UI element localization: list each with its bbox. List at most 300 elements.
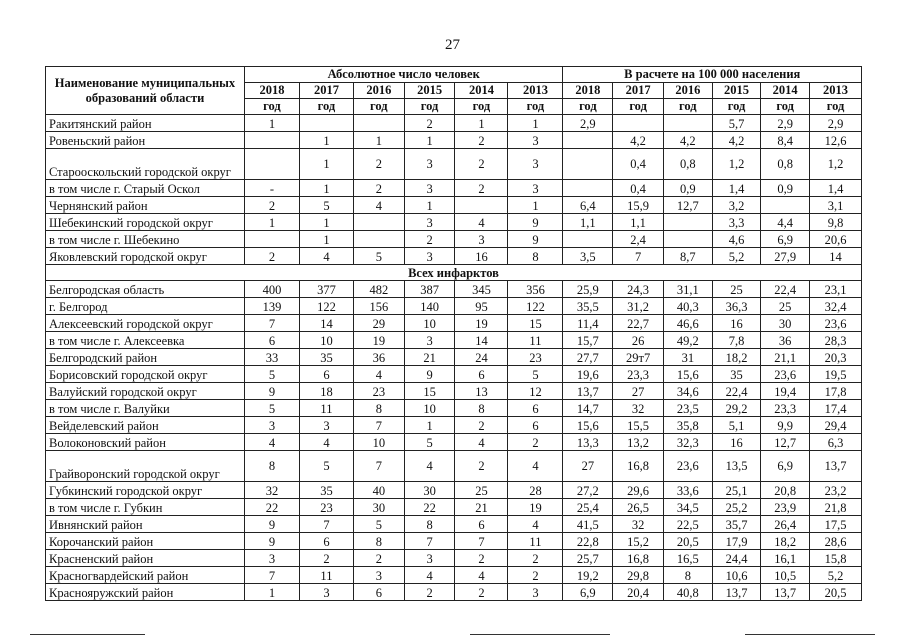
- row-value: 23,5: [664, 400, 713, 417]
- table-row: [46, 482, 862, 499]
- section-title: Всех инфарктов: [46, 265, 862, 281]
- table-row: [46, 584, 862, 601]
- row-name: Грайворонский городской округ: [46, 451, 245, 482]
- row-value: 139: [244, 298, 299, 315]
- row-value: 2: [508, 434, 563, 451]
- row-value: 22,4: [712, 383, 761, 400]
- row-value: 15,5: [613, 417, 664, 434]
- table-row: [46, 516, 862, 533]
- row-value: 15,6: [664, 366, 713, 383]
- row-value: 3: [299, 584, 353, 601]
- year-unit-rate-2018: год: [563, 99, 613, 115]
- row-name: Валуйский городской округ: [46, 383, 245, 400]
- row-value: 10: [404, 315, 455, 332]
- row-value: 11: [508, 533, 563, 550]
- row-value: 41,5: [563, 516, 613, 533]
- year-header-abs-2018: 2018: [244, 83, 299, 99]
- row-value: 1: [299, 180, 353, 197]
- row-value: 4,2: [613, 132, 664, 149]
- row-value: 140: [404, 298, 455, 315]
- row-value: 2: [455, 584, 508, 601]
- row-value: 6: [508, 400, 563, 417]
- row-value: 17,9: [712, 533, 761, 550]
- row-value: 35,5: [563, 298, 613, 315]
- row-value: 9: [244, 516, 299, 533]
- row-value: 122: [299, 298, 353, 315]
- row-value: 2: [404, 584, 455, 601]
- row-value: 3: [404, 332, 455, 349]
- row-value: 6: [455, 366, 508, 383]
- row-value: 1: [353, 132, 404, 149]
- row-value: 23,6: [810, 315, 862, 332]
- row-value: 15,7: [563, 332, 613, 349]
- row-value: 3: [508, 584, 563, 601]
- row-value: 30: [761, 315, 810, 332]
- row-value: 24,3: [613, 281, 664, 298]
- row-value: 8: [664, 567, 713, 584]
- row-value: 2: [455, 550, 508, 567]
- row-value: 25,2: [712, 499, 761, 516]
- row-value: 16: [712, 434, 761, 451]
- row-value: 2: [299, 550, 353, 567]
- row-value: 5: [299, 197, 353, 214]
- row-value: 8: [353, 533, 404, 550]
- row-value: 25: [761, 298, 810, 315]
- row-value: 25,4: [563, 499, 613, 516]
- year-unit-rate-2016: год: [664, 99, 713, 115]
- row-value: 1: [244, 214, 299, 231]
- row-value: 20,5: [810, 584, 862, 601]
- year-unit-abs-2016: год: [353, 99, 404, 115]
- row-value: 4: [353, 366, 404, 383]
- row-value: 32,4: [810, 298, 862, 315]
- table-row: [46, 349, 862, 366]
- name-column-header: Наименование муниципальных образований области: [46, 67, 245, 115]
- row-value: 25,1: [712, 482, 761, 499]
- row-value: 387: [404, 281, 455, 298]
- row-value: 17,8: [810, 383, 862, 400]
- row-value: 3: [244, 550, 299, 567]
- row-value: 5: [244, 366, 299, 383]
- row-value: 27: [563, 451, 613, 482]
- row-value: 1,4: [712, 180, 761, 197]
- row-value: 35: [299, 349, 353, 366]
- row-value: 32,3: [664, 434, 713, 451]
- row-value: 26: [613, 332, 664, 349]
- row-value: 27,7: [563, 349, 613, 366]
- row-value: 31: [664, 349, 713, 366]
- year-header-rate-2013: 2013: [810, 83, 862, 99]
- row-value: 9: [404, 366, 455, 383]
- row-value: 0,4: [613, 149, 664, 180]
- row-value: 23: [353, 383, 404, 400]
- row-value: 12,7: [664, 197, 713, 214]
- row-value: 20,3: [810, 349, 862, 366]
- row-value: 10: [353, 434, 404, 451]
- table-row: [46, 499, 862, 516]
- row-value: 3: [404, 214, 455, 231]
- row-value: 30: [404, 482, 455, 499]
- table-row: [46, 214, 862, 231]
- row-value: 2: [244, 197, 299, 214]
- row-value: 2: [455, 451, 508, 482]
- table-row: [46, 115, 862, 132]
- row-value: 23,2: [810, 482, 862, 499]
- row-value: 21: [455, 499, 508, 516]
- row-value: 4: [455, 434, 508, 451]
- row-value: 22,4: [761, 281, 810, 298]
- row-value: 22,7: [613, 315, 664, 332]
- row-value: 31,1: [664, 281, 713, 298]
- row-value: 2: [353, 550, 404, 567]
- row-value: [563, 231, 613, 248]
- row-value: 16,8: [613, 451, 664, 482]
- footer-rule-center: [470, 634, 610, 635]
- rate-group-header: В расчете на 100 000 населения: [563, 67, 862, 83]
- footer-rule-right: [745, 634, 875, 635]
- year-unit-abs-2018: год: [244, 99, 299, 115]
- row-value: 15,2: [613, 533, 664, 550]
- row-value: 6: [353, 584, 404, 601]
- row-value: 18,2: [761, 533, 810, 550]
- year-header-rate-2016: 2016: [664, 83, 713, 99]
- row-value: [563, 132, 613, 149]
- year-header-abs-2015: 2015: [404, 83, 455, 99]
- row-value: 1,4: [810, 180, 862, 197]
- table-row: [46, 383, 862, 400]
- row-value: 29,4: [810, 417, 862, 434]
- row-value: 35: [299, 482, 353, 499]
- row-value: 3: [508, 132, 563, 149]
- row-value: 1: [508, 197, 563, 214]
- row-value: 19: [455, 315, 508, 332]
- row-value: 2: [353, 180, 404, 197]
- row-value: 0,9: [664, 180, 713, 197]
- row-value: 6: [508, 417, 563, 434]
- year-unit-abs-2013: год: [508, 99, 563, 115]
- row-value: 0,4: [613, 180, 664, 197]
- row-value: 4: [299, 248, 353, 265]
- row-name: в том числе г. Губкин: [46, 499, 245, 516]
- row-value: 9: [508, 214, 563, 231]
- table-row: [46, 567, 862, 584]
- row-value: 25: [712, 281, 761, 298]
- row-value: 36: [761, 332, 810, 349]
- row-value: 2: [508, 567, 563, 584]
- row-value: 1: [455, 115, 508, 132]
- row-value: 4: [455, 214, 508, 231]
- row-value: 7: [455, 533, 508, 550]
- row-value: 33: [244, 349, 299, 366]
- row-value: 3: [508, 180, 563, 197]
- row-value: 9,9: [761, 417, 810, 434]
- table-row: [46, 281, 862, 298]
- year-header-abs-2014: 2014: [455, 83, 508, 99]
- row-value: 345: [455, 281, 508, 298]
- row-name: Губкинский городской округ: [46, 482, 245, 499]
- row-value: 2: [455, 180, 508, 197]
- row-value: 8: [404, 516, 455, 533]
- row-value: 23,1: [810, 281, 862, 298]
- row-value: 5,7: [712, 115, 761, 132]
- row-value: 0,9: [761, 180, 810, 197]
- row-name: Белгородский район: [46, 349, 245, 366]
- row-value: 4: [244, 434, 299, 451]
- row-value: 19,2: [563, 567, 613, 584]
- row-name: г. Белгород: [46, 298, 245, 315]
- row-value: 8,7: [664, 248, 713, 265]
- row-value: 9: [508, 231, 563, 248]
- row-value: 3: [455, 231, 508, 248]
- row-value: 28,3: [810, 332, 862, 349]
- row-value: 14: [455, 332, 508, 349]
- table-row: [46, 231, 862, 248]
- row-value: 10,6: [712, 567, 761, 584]
- row-value: 8,4: [761, 132, 810, 149]
- row-value: 20,4: [613, 584, 664, 601]
- row-value: 18,2: [712, 349, 761, 366]
- row-value: 20,6: [810, 231, 862, 248]
- row-value: 11,4: [563, 315, 613, 332]
- table-row: [46, 533, 862, 550]
- row-name: Старооскольский городской округ: [46, 149, 245, 180]
- row-value: 3,2: [712, 197, 761, 214]
- row-value: 23,3: [761, 400, 810, 417]
- year-unit-rate-2015: год: [712, 99, 761, 115]
- row-value: 4,2: [712, 132, 761, 149]
- year-unit-rate-2013: год: [810, 99, 862, 115]
- table-row: [46, 180, 862, 197]
- row-value: 4: [404, 451, 455, 482]
- row-value: 0,8: [664, 149, 713, 180]
- row-value: 21,8: [810, 499, 862, 516]
- row-value: 6: [299, 533, 353, 550]
- row-value: 33,6: [664, 482, 713, 499]
- row-value: 1,1: [613, 214, 664, 231]
- row-value: 14: [299, 315, 353, 332]
- row-value: 4: [508, 516, 563, 533]
- table-row: [46, 451, 862, 482]
- row-value: 10,5: [761, 567, 810, 584]
- row-value: 5,2: [712, 248, 761, 265]
- row-value: 1: [299, 214, 353, 231]
- row-value: 12: [508, 383, 563, 400]
- row-value: 2: [455, 417, 508, 434]
- row-value: 377: [299, 281, 353, 298]
- table-header: [46, 67, 862, 115]
- row-value: 13,7: [712, 584, 761, 601]
- row-value: [664, 231, 713, 248]
- row-value: 13,3: [563, 434, 613, 451]
- row-value: 6: [455, 516, 508, 533]
- row-value: 4,4: [761, 214, 810, 231]
- row-value: 1: [299, 149, 353, 180]
- row-value: [761, 197, 810, 214]
- row-name: Краснояружский район: [46, 584, 245, 601]
- row-name: в том числе г. Шебекино: [46, 231, 245, 248]
- row-name: Борисовский городской округ: [46, 366, 245, 383]
- row-name: Яковлевский городской округ: [46, 248, 245, 265]
- row-value: 3: [404, 550, 455, 567]
- row-value: 10: [404, 400, 455, 417]
- row-value: 2,9: [810, 115, 862, 132]
- row-value: 3,5: [563, 248, 613, 265]
- row-value: 4: [353, 197, 404, 214]
- row-value: 0,8: [761, 149, 810, 180]
- row-value: 24,4: [712, 550, 761, 567]
- row-value: 15: [404, 383, 455, 400]
- row-name: Ровеньский район: [46, 132, 245, 149]
- row-value: 5: [353, 248, 404, 265]
- row-value: 6,9: [563, 584, 613, 601]
- row-value: 6,3: [810, 434, 862, 451]
- row-value: 3: [404, 180, 455, 197]
- row-value: 3: [353, 567, 404, 584]
- row-value: 3: [404, 248, 455, 265]
- row-value: 2: [244, 248, 299, 265]
- row-value: 5: [353, 516, 404, 533]
- row-value: 32: [244, 482, 299, 499]
- row-name: в том числе г. Алексеевка: [46, 332, 245, 349]
- row-value: 9: [244, 533, 299, 550]
- row-value: [455, 197, 508, 214]
- row-value: 29: [353, 315, 404, 332]
- row-name: в том числе г. Валуйки: [46, 400, 245, 417]
- row-value: 17,5: [810, 516, 862, 533]
- row-value: -: [244, 180, 299, 197]
- row-value: 27,2: [563, 482, 613, 499]
- row-value: 2,9: [761, 115, 810, 132]
- row-value: 49,2: [664, 332, 713, 349]
- row-value: 11: [299, 400, 353, 417]
- row-value: 4: [508, 451, 563, 482]
- row-value: 3: [508, 149, 563, 180]
- row-value: 2: [455, 132, 508, 149]
- row-value: 6: [244, 332, 299, 349]
- row-value: 34,6: [664, 383, 713, 400]
- table-row: [46, 248, 862, 265]
- row-value: 35: [712, 366, 761, 383]
- row-value: 7: [353, 451, 404, 482]
- row-name: Алексеевский городской округ: [46, 315, 245, 332]
- row-value: 1,2: [712, 149, 761, 180]
- row-name: Ракитянский район: [46, 115, 245, 132]
- year-unit-rate-2017: год: [613, 99, 664, 115]
- row-value: 8: [508, 248, 563, 265]
- row-value: 8: [455, 400, 508, 417]
- row-name: Ивнянский район: [46, 516, 245, 533]
- table-body-bottom: [46, 281, 862, 601]
- year-header-abs-2013: 2013: [508, 83, 563, 99]
- row-value: 1: [508, 115, 563, 132]
- table-row: [46, 332, 862, 349]
- page-number: 27: [445, 37, 460, 53]
- row-value: 29,2: [712, 400, 761, 417]
- table-row: [46, 366, 862, 383]
- row-value: 5: [299, 451, 353, 482]
- row-value: 1,1: [563, 214, 613, 231]
- row-value: 13,2: [613, 434, 664, 451]
- row-value: 32: [613, 516, 664, 533]
- table-row: [46, 400, 862, 417]
- row-value: 24: [455, 349, 508, 366]
- table-row: [46, 315, 862, 332]
- row-value: 156: [353, 298, 404, 315]
- row-value: 2: [353, 149, 404, 180]
- row-value: 15: [508, 315, 563, 332]
- row-value: 29,8: [613, 567, 664, 584]
- row-value: 7,8: [712, 332, 761, 349]
- row-value: 23: [508, 349, 563, 366]
- row-name: Белгородская область: [46, 281, 245, 298]
- row-value: 1: [404, 417, 455, 434]
- row-value: 36,3: [712, 298, 761, 315]
- row-value: 3,1: [810, 197, 862, 214]
- absolute-group-header: Абсолютное число человек: [244, 67, 563, 83]
- row-value: 18: [299, 383, 353, 400]
- row-value: 17,4: [810, 400, 862, 417]
- year-header-abs-2016: 2016: [353, 83, 404, 99]
- row-value: 20,5: [664, 533, 713, 550]
- row-value: 6: [299, 366, 353, 383]
- row-name: в том числе г. Старый Оскол: [46, 180, 245, 197]
- row-value: 7: [404, 533, 455, 550]
- year-unit-abs-2015: год: [404, 99, 455, 115]
- table-body-top: [46, 115, 862, 265]
- row-value: 2: [508, 550, 563, 567]
- row-value: 13: [455, 383, 508, 400]
- row-value: 11: [508, 332, 563, 349]
- row-value: 16: [455, 248, 508, 265]
- row-value: 19,5: [810, 366, 862, 383]
- row-value: 95: [455, 298, 508, 315]
- row-value: 13,7: [761, 584, 810, 601]
- row-value: 32: [613, 400, 664, 417]
- row-value: 4: [455, 567, 508, 584]
- row-value: [664, 214, 713, 231]
- row-value: 36: [353, 349, 404, 366]
- row-value: 27,9: [761, 248, 810, 265]
- row-value: [244, 149, 299, 180]
- row-value: 19,6: [563, 366, 613, 383]
- row-value: 1: [244, 115, 299, 132]
- row-value: 31,2: [613, 298, 664, 315]
- row-value: 35,7: [712, 516, 761, 533]
- row-value: 40,8: [664, 584, 713, 601]
- row-name: Чернянский район: [46, 197, 245, 214]
- row-name: Вейделевский район: [46, 417, 245, 434]
- row-value: 1: [404, 132, 455, 149]
- row-value: 482: [353, 281, 404, 298]
- row-value: 23: [299, 499, 353, 516]
- year-unit-abs-2014: год: [455, 99, 508, 115]
- row-value: 4,2: [664, 132, 713, 149]
- row-value: 7: [353, 417, 404, 434]
- row-value: 6,9: [761, 231, 810, 248]
- row-value: 5: [404, 434, 455, 451]
- year-header-rate-2017: 2017: [613, 83, 664, 99]
- table-row: [46, 417, 862, 434]
- row-name: Волоконовский район: [46, 434, 245, 451]
- row-value: 30: [353, 499, 404, 516]
- row-name: Корочанский район: [46, 533, 245, 550]
- row-value: 6,9: [761, 451, 810, 482]
- row-value: 13,7: [810, 451, 862, 482]
- row-value: 6,4: [563, 197, 613, 214]
- row-name: Красногвардейский район: [46, 567, 245, 584]
- row-value: 27: [613, 383, 664, 400]
- row-value: 46,6: [664, 315, 713, 332]
